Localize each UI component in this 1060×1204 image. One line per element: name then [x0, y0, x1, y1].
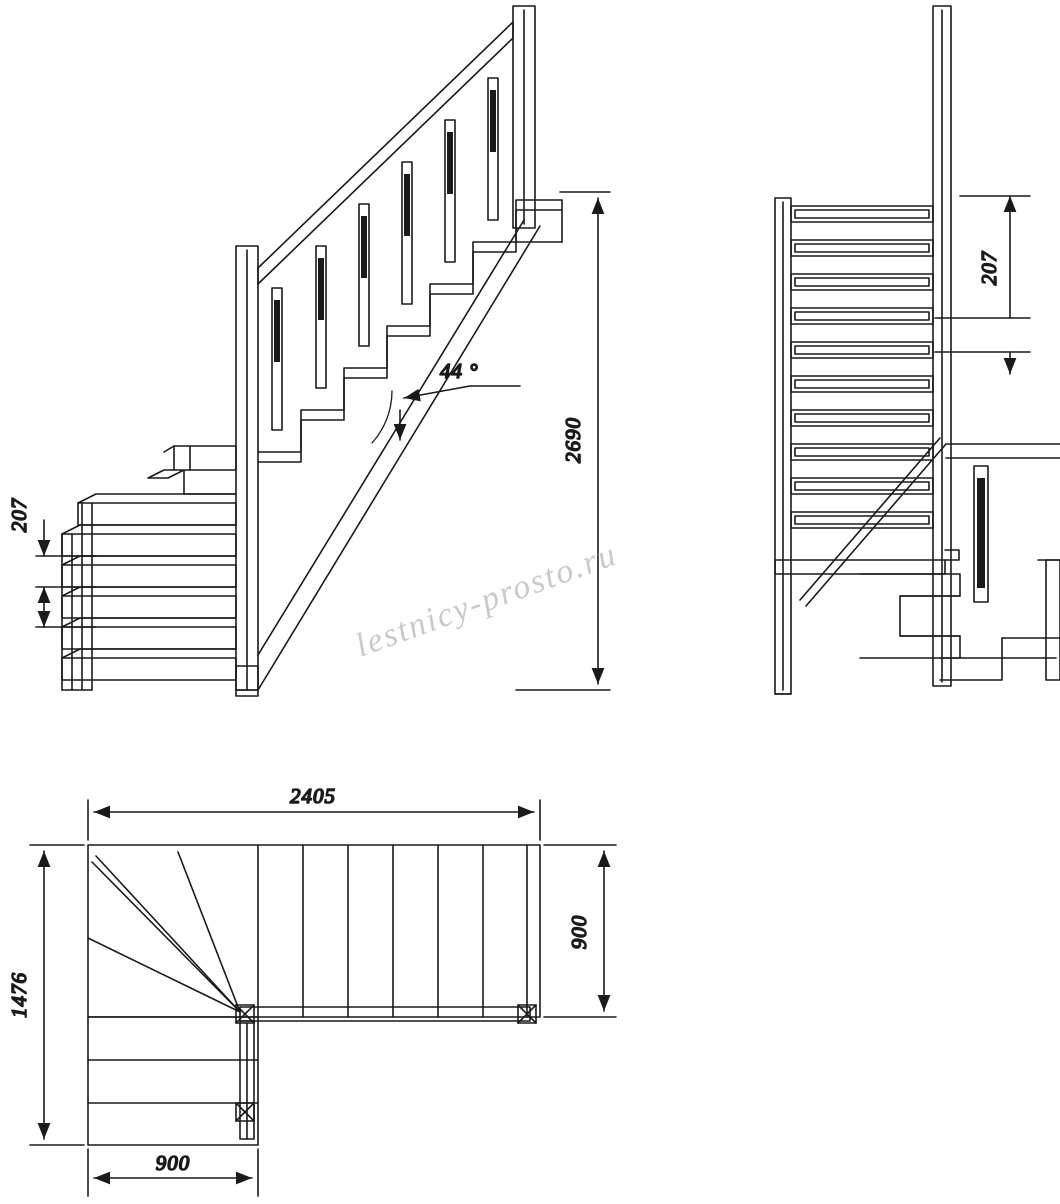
dimension-value-riser-front: 207: [977, 250, 1001, 286]
front-inner-handrail: [800, 438, 1060, 680]
dimension-value-plan-run-width: 900: [567, 914, 591, 950]
handrail-upper: [258, 22, 513, 284]
dimension-plan-width: [7, 845, 84, 1145]
lower-steps-group: [62, 446, 236, 690]
newel-post-mid: [236, 246, 258, 696]
dimension-value-plan-width: 1476: [7, 972, 31, 1018]
view-plan: [7, 784, 616, 1196]
dimension-value-riser-side: 207: [7, 497, 31, 533]
dimension-riser-front: [935, 196, 1030, 374]
plan-winder-section: [88, 852, 258, 1145]
front-treads: [775, 206, 945, 574]
front-left-stringer: [775, 198, 791, 694]
plan-flight-outline: [88, 845, 540, 1017]
newel-post-top: [513, 6, 535, 228]
dimension-value-angle: 44 °: [440, 359, 479, 383]
dimension-value-total-height: 2690: [561, 417, 585, 463]
front-newel-post: [933, 6, 951, 686]
dimension-total-height: [516, 192, 610, 690]
dimension-value-plan-length: 2405: [290, 784, 336, 808]
dimension-plan-length: [88, 784, 540, 840]
dimension-plan-run-width: [544, 845, 616, 1017]
front-lower-steps: [860, 550, 1060, 680]
plan-landing-rail: [236, 1005, 536, 1139]
dimension-plan-landing-width: [88, 1149, 258, 1196]
dimension-value-plan-landing-width: 900: [155, 1151, 191, 1175]
watermark-text: lestnicy-prosto.ru: [350, 535, 623, 665]
dimension-angle: [372, 359, 520, 443]
view-front-elevation: [775, 6, 1060, 694]
